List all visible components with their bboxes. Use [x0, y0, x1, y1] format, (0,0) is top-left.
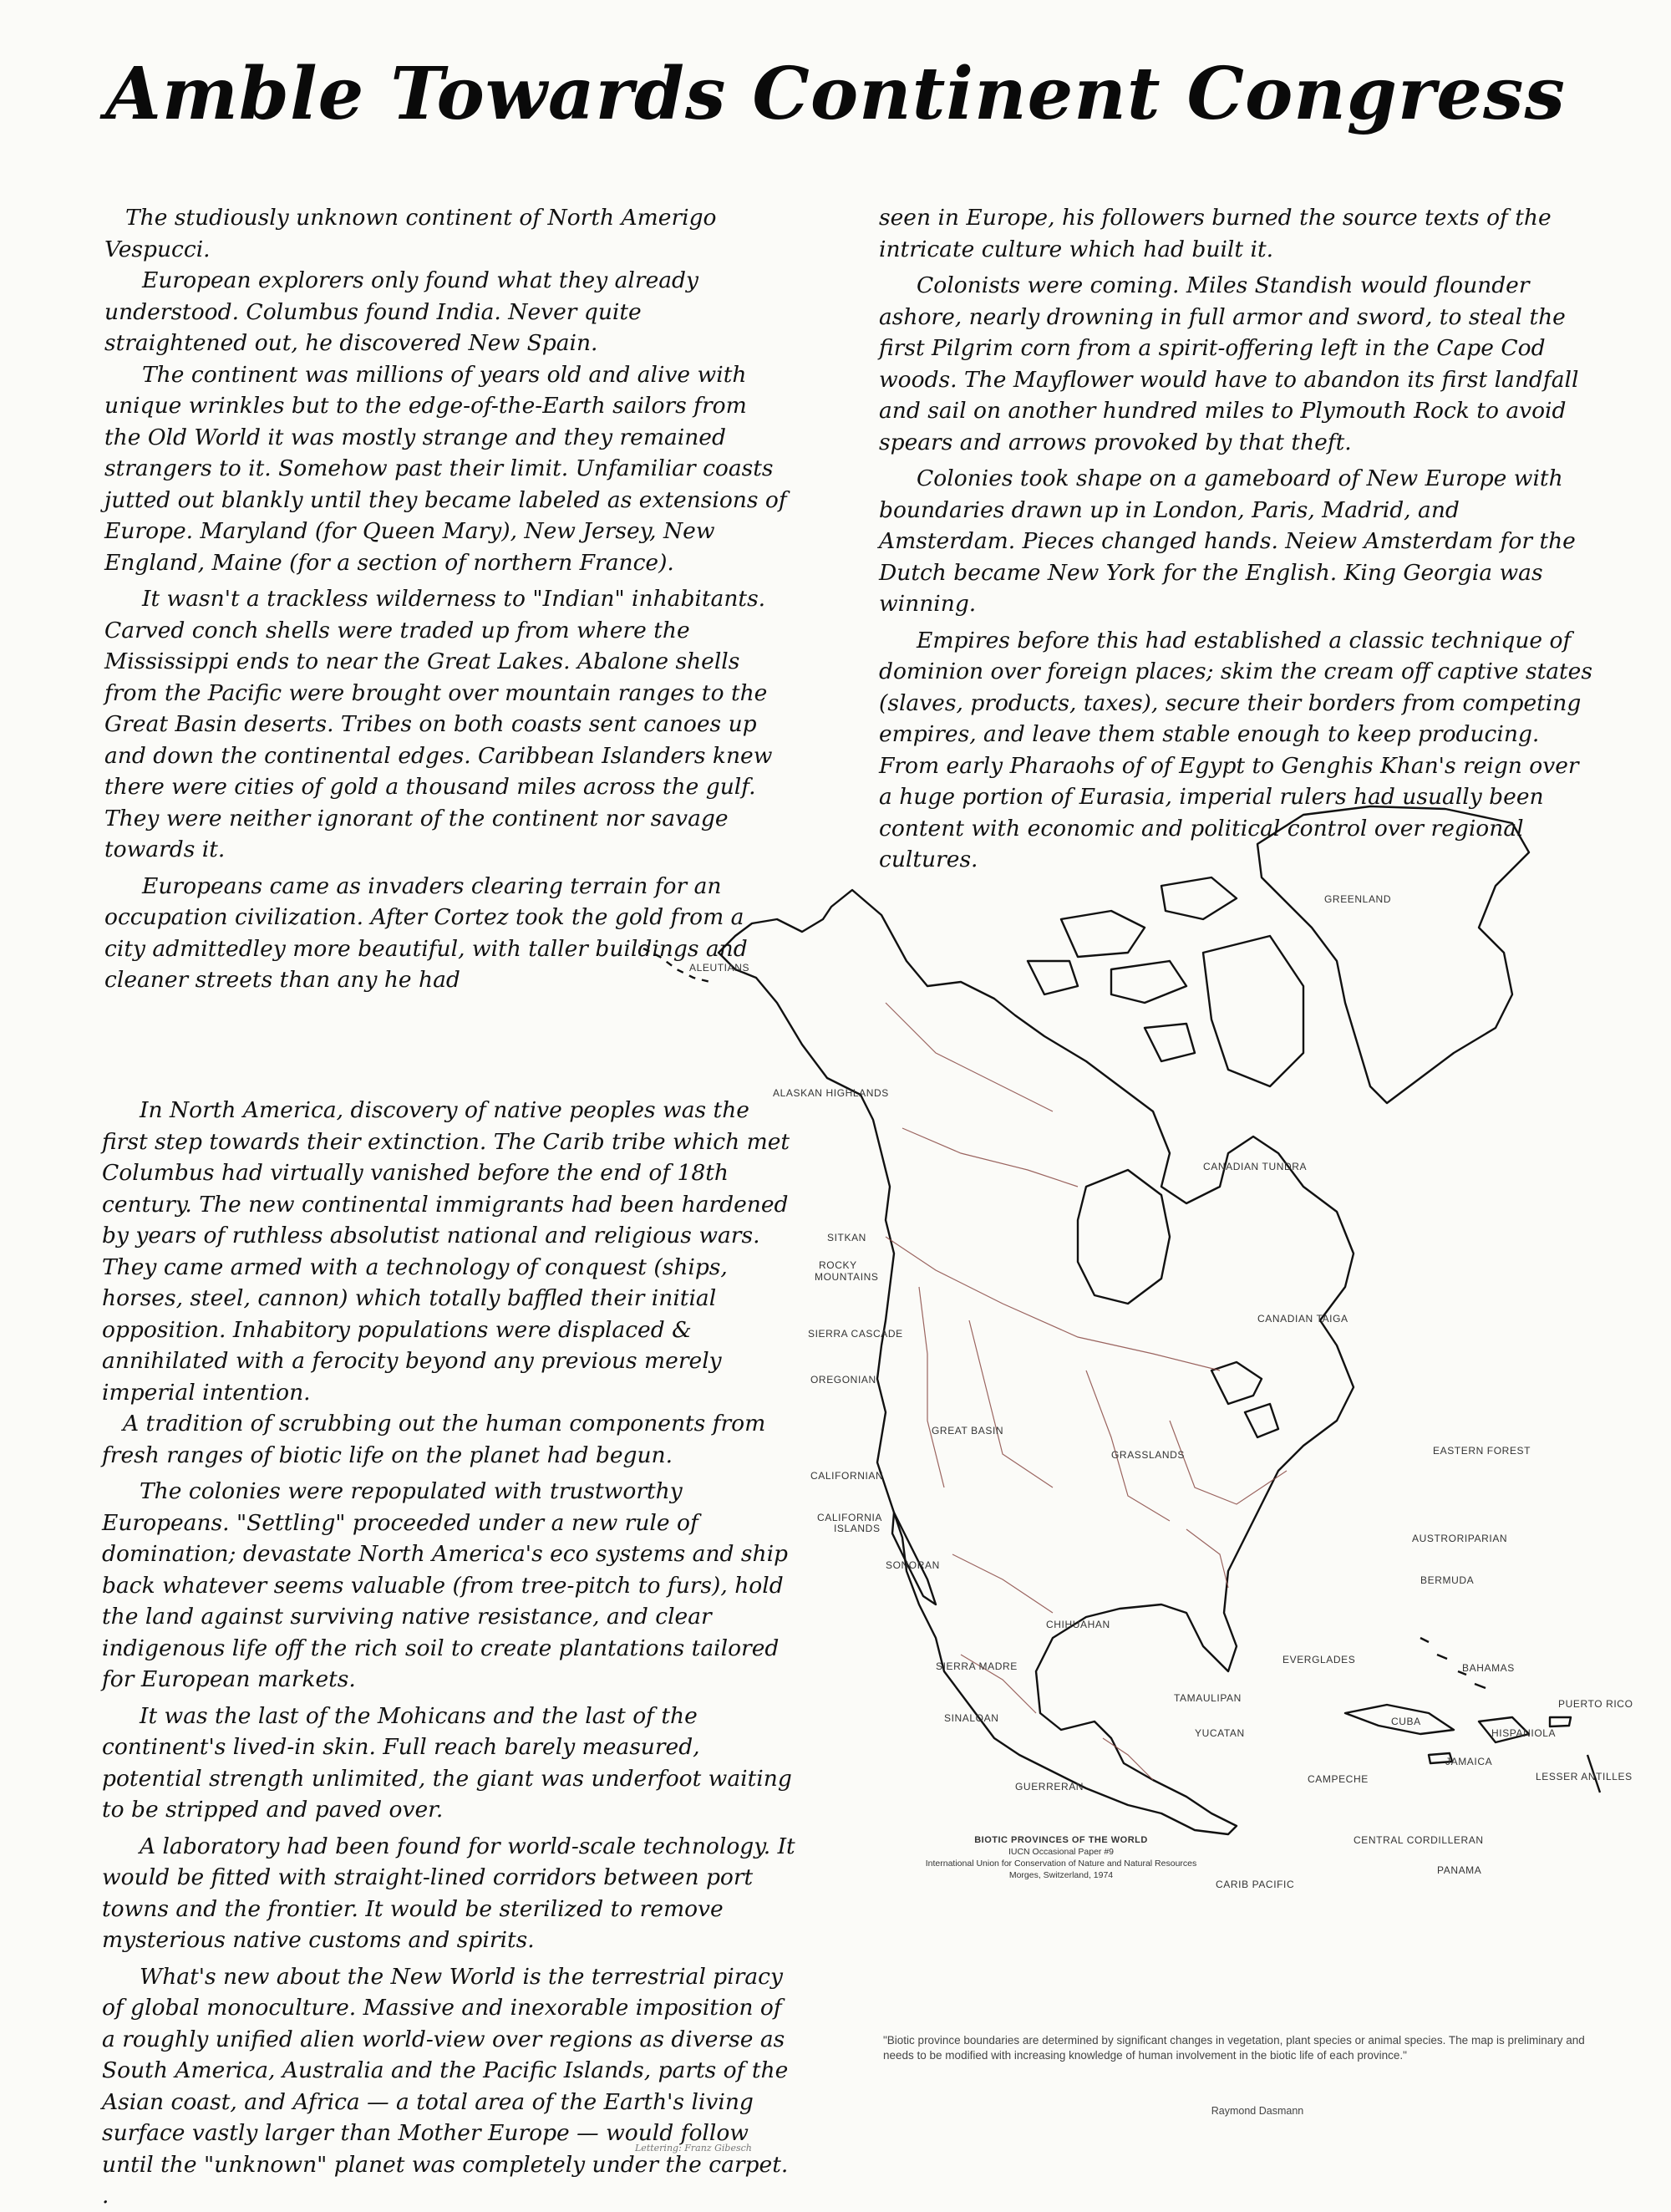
paragraph: It wasn't a trackless wilderness to "Indian" inhabitants. Carved conch shells were traded up from where the Mississippi ends to near the Great Lakes. Abalone shells from the Pacific were brought over mountain ranges to the Great Basin deserts. Tribes on both coasts sent canoes up and down the continental edges. Caribbean Islanders knew there were cities of gold a thousand miles across the gulf. They were neither ignorant of the continent nor savage towards it.: [104, 586, 773, 862]
map-label-panama: PANAMA: [1437, 1864, 1482, 1876]
caption-title: BIOTIC PROVINCES OF THE WORLD: [974, 1835, 1148, 1845]
paragraph: The studiously unknown continent of North Amerigo Vespucci.: [104, 205, 717, 262]
arctic-island: [1111, 961, 1186, 1003]
map-label-canadian-tundra: CANADIAN TUNDRA: [1203, 1161, 1308, 1172]
map-label-sinaloan: SINALOAN: [944, 1712, 999, 1724]
paragraph: European explorers only found what they already understood. Columbus found India. Never quite straightened out, he discovered New Spain.: [104, 267, 698, 356]
arctic-island: [1061, 911, 1145, 957]
paragraph: A laboratory had been found for world-scale technology. It would be fitted with straight-lined corridors between port towns and the frontier. It would be sterilized to remove mysterious native customs and spirits.: [102, 1833, 795, 1953]
map-label-oregonian: OREGONIAN: [810, 1374, 876, 1386]
map-label-puerto-rico: PUERTO RICO: [1558, 1698, 1633, 1710]
map-label-aleutians: ALEUTIANS: [689, 962, 750, 974]
map-label-jamaica: JAMAICA: [1445, 1756, 1493, 1767]
map-label-bahamas: BAHAMAS: [1462, 1662, 1515, 1674]
caption-line: Morges, Switzerland, 1974: [1008, 1870, 1114, 1880]
arctic-island: [1161, 877, 1237, 919]
map-label-rocky: ROCKY: [819, 1259, 857, 1271]
paragraph: seen in Europe, his followers burned the source texts of the intricate culture which had built it.: [879, 205, 1552, 262]
map-label-bermuda: BERMUDA: [1420, 1574, 1475, 1586]
continent-outline: [719, 890, 1354, 1834]
map-label-carib-pacific: CARIB PACIFIC: [1216, 1879, 1295, 1890]
map-label-great-basin: GREAT BASIN: [932, 1425, 1004, 1437]
paragraph: In North America, discovery of native peoples was the first step towards their extinction. The Carib tribe which met Columbus had virtually vanished before the end of 18th century. The new continental immigrants had been hardened by years of ruthless absolutist national and religious wars. They came armed with a technology of conquest (ships, horses, steel, cannon) which totally baffled their initial opposition. Inhabitory populations were displaced & annihilated with a ferocity beyond any previous merely imperial intention.: [102, 1097, 790, 1406]
map-label-yucatan: YUCATAN: [1195, 1727, 1245, 1739]
paragraph: Europeans came as invaders clearing terrain for an occupation civilization. After Cortez took the gold from a city admittedley more beautiful, with taller buildings and cleaner streets than any he had: [104, 872, 748, 993]
puerto-rico-outline: [1550, 1717, 1571, 1726]
map-label-greenland: GREENLAND: [1324, 893, 1392, 905]
map-label-islands: ISLANDS: [834, 1523, 881, 1534]
map-caption: [844, 1834, 1278, 1881]
map-label-central-cordilleran: CENTRAL CORDILLERAN: [1354, 1834, 1484, 1846]
caption-line: International Union for Conservation of Nature and Natural Resources: [925, 1859, 1197, 1869]
map-label-chihuahan: CHIHUAHAN: [1046, 1619, 1110, 1630]
biotic-province-quote: "Biotic province boundaries are determined by significant changes in vegetation, plant species or animal species. The map is preliminary and needs to be modified with increasing knowledge of human involvement in the biotic life of each province.": [883, 2034, 1585, 2062]
map-label-campeche: CAMPECHE: [1308, 1773, 1369, 1785]
paragraph: The colonies were repopulated with trustworthy Europeans. "Settling" proceeded under a new rule of domination; devastate North America's eco systems and ship back whatever seems valuable (from tree-pitch to furs), hold the land against surviving native resistance, and clear indigenous life off the rich soil to create plantations tailored for European markets.: [102, 1478, 789, 1692]
paragraph: Colonies took shape on a gameboard of New Europe with boundaries drawn up in London, Paris, Madrid, and Amsterdam. Pieces changed hands. Neiew Amsterdam for the Dutch became New York for the English. King Georgia was winning.: [879, 465, 1576, 617]
map-label-hispaniola: HISPANIOLA: [1491, 1727, 1557, 1739]
map-label-californian: CALIFORNIAN: [810, 1470, 884, 1482]
arctic-island: [1203, 936, 1303, 1086]
hudson-bay-outline: [1078, 1170, 1170, 1304]
map-label-grasslands: GRASSLANDS: [1111, 1449, 1186, 1461]
paragraph: A tradition of scrubbing out the human components from fresh ranges of biotic life on the planet had begun.: [102, 1411, 766, 1468]
map-label-everglades: EVERGLADES: [1282, 1654, 1356, 1665]
map-label-lesser-antilles: LESSER ANTILLES: [1536, 1771, 1633, 1782]
map-label-sitkan: SITKAN: [827, 1232, 866, 1243]
paragraph: The continent was millions of years old and alive with unique wrinkles but to the edge-of-the-Earth sailors from the Old World it was mostly strange and they remained strangers to it. Somehow past their limit. Unfamiliar coasts jutted out blankly until they became labeled as extensions of Europe. Maryland (for Queen Mary), New Jersey, New England, Maine (for a section of northern France).: [104, 361, 787, 576]
map-label-sierra-madre: SIERRA MADRE: [936, 1660, 1018, 1672]
map-label-eastern-forest: EASTERN FOREST: [1433, 1445, 1531, 1457]
great-lakes: [1211, 1362, 1278, 1437]
map-label-alaskan-highlands: ALASKAN HIGHLANDS: [773, 1087, 889, 1099]
quote-attribution: Raymond Dasmann: [1211, 2105, 1304, 2117]
lettering-credit: Lettering: Franz Gibesch: [635, 2143, 752, 2154]
caption-line: IUCN Occasional Paper #9: [1008, 1847, 1115, 1857]
paragraph: It was the last of the Mohicans and the last of the continent's lived-in skin. Full reach barely measured, potential strength unlimited, the giant was underfoot waiting to be stripped and paved over.: [102, 1702, 792, 1823]
map-label-canadian-taiga: CANADIAN TAIGA: [1257, 1313, 1348, 1325]
map-label-austroriparian: AUSTRORIPARIAN: [1412, 1533, 1508, 1544]
map-label-tamaulipan: TAMAULIPAN: [1174, 1692, 1242, 1704]
arctic-island: [1028, 961, 1078, 994]
map-label-cuba: CUBA: [1391, 1716, 1421, 1727]
paragraph: Empires before this had established a classic technique of dominion over foreign places; skim the cream off captive states (slaves, products, taxes), secure their borders from competing empires, and leave them stable enough to keep producing. From early Pharaohs of of Egypt to Genghis Khan's reign over a huge portion of Eurasia, imperial rulers had usually been content with economic and political control over regional cultures.: [879, 627, 1592, 872]
map-label-sierra-cascade: SIERRA CASCADE: [808, 1328, 903, 1340]
map-label-sonoran: SONORAN: [886, 1559, 940, 1571]
text-column-right-top: [879, 202, 1597, 876]
paragraph: Colonists were coming. Miles Standish would flounder ashore, nearly drowning in full armor and sword, to steal the first Pilgrim corn from a spirit-offering left in the Cape Cod woods. The Mayflower would have to abandon its first landfall and sail on another hundred miles to Plymouth Rock to avoid spears and arrows provoked by that theft.: [879, 272, 1579, 455]
page-title: Amble Towards Continent Congress: [105, 52, 1566, 136]
arctic-island: [1145, 1024, 1195, 1061]
map-label-california: CALIFORNIA: [817, 1512, 883, 1523]
map-label-mountains: MOUNTAINS: [815, 1271, 879, 1283]
map-label-guerreran: GUERRERAN: [1015, 1781, 1084, 1792]
paragraph: What's new about the New World is the terrestrial piracy of global monoculture. Massive and inexorable imposition of a roughly unified alien world-view over regions as diverse as South America, Australia and the Pacific Islands, parts of the Asian coast, and Africa — a total area of the Earth's living surface vastly larger than Mother Europe — would follow until the "unknown" planet was completely under the carpet. .: [102, 1963, 789, 2209]
